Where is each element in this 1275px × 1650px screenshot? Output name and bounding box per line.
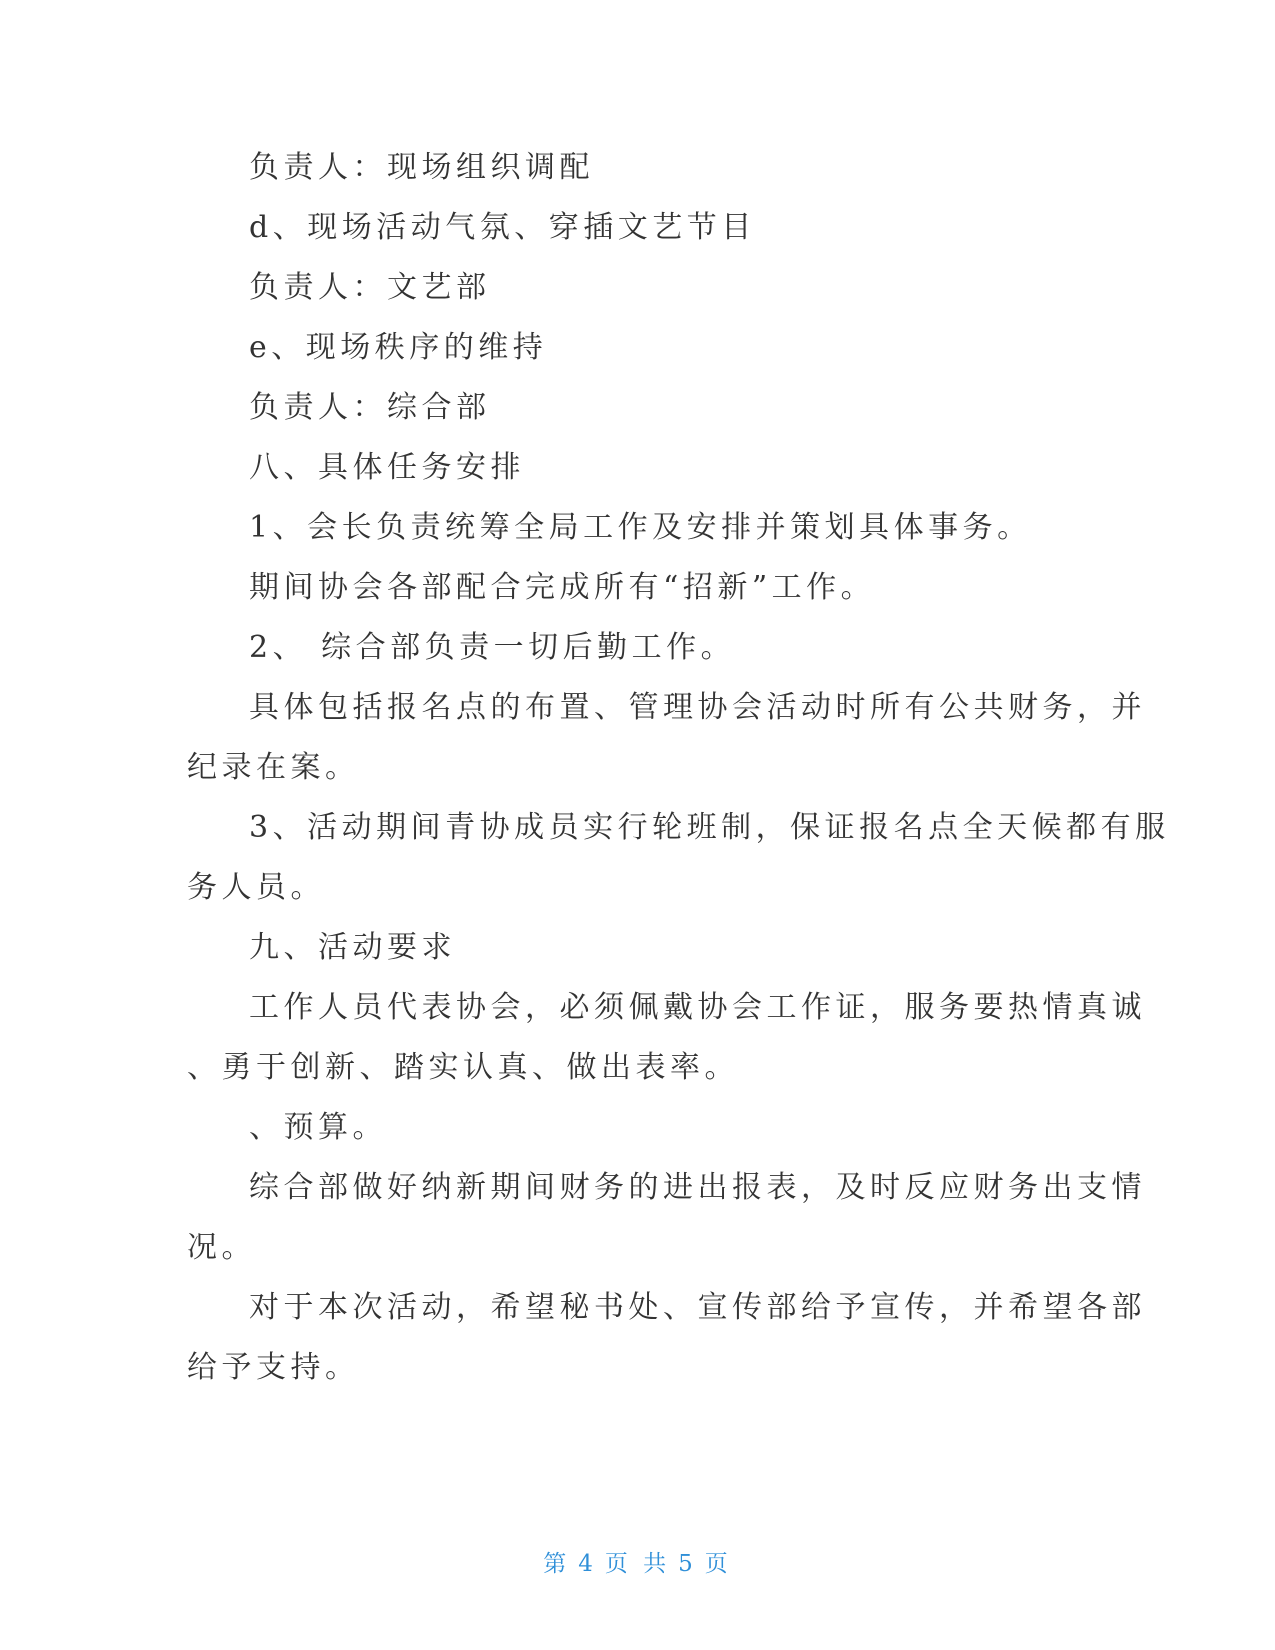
page-footer xyxy=(0,1545,1275,1578)
paragraph-line: 给予支持。 xyxy=(187,1350,360,1385)
paragraph-line: 负责人：现场组织调配 xyxy=(249,150,594,185)
footer-current-page: 4 xyxy=(578,1551,597,1577)
paragraph-line: 、预算。 xyxy=(249,1110,387,1145)
paragraph-line: 况。 xyxy=(187,1230,256,1265)
paragraph-line: 具体包括报名点的布置、管理协会活动时所有公共财务，并 xyxy=(249,690,1146,725)
paragraph-line: 、勇于创新、踏实认真、做出表率。 xyxy=(187,1050,739,1085)
paragraph-line: 纪录在案。 xyxy=(187,750,360,785)
paragraph-line: 1、会长负责统筹全局工作及安排并策划具体事务。 xyxy=(249,510,1032,545)
paragraph-line: 3、活动期间青协成员实行轮班制，保证报名点全天候都有服 xyxy=(249,810,1170,845)
paragraph-line: 对于本次活动，希望秘书处、宣传部给予宣传，并希望各部 xyxy=(249,1290,1146,1325)
footer-prefix: 第 xyxy=(543,1551,571,1577)
paragraph-line: 期间协会各部配合完成所有“招新”工作。 xyxy=(249,570,876,605)
paragraph-line: 负责人：文艺部 xyxy=(249,270,491,305)
paragraph-line: 务人员。 xyxy=(187,870,325,905)
footer-middle: 页 共 xyxy=(604,1551,671,1577)
paragraph-line: 2、 综合部负责一切后勤工作。 xyxy=(249,630,736,665)
paragraph-line: d、现场活动气氛、穿插文艺节目 xyxy=(249,210,756,245)
paragraph-line: 八、具体任务安排 xyxy=(249,450,525,485)
document-body xyxy=(187,138,1170,1398)
paragraph-line: e、现场秩序的维持 xyxy=(249,330,548,365)
paragraph-line: 工作人员代表协会，必须佩戴协会工作证，服务要热情真诚 xyxy=(249,990,1146,1025)
paragraph-line: 九、活动要求 xyxy=(249,930,456,965)
paragraph-line: 综合部做好纳新期间财务的进出报表，及时反应财务出支情 xyxy=(249,1170,1146,1205)
footer-suffix: 页 xyxy=(704,1551,732,1577)
footer-total-pages: 5 xyxy=(678,1551,697,1577)
paragraph-line: 负责人：综合部 xyxy=(249,390,491,425)
